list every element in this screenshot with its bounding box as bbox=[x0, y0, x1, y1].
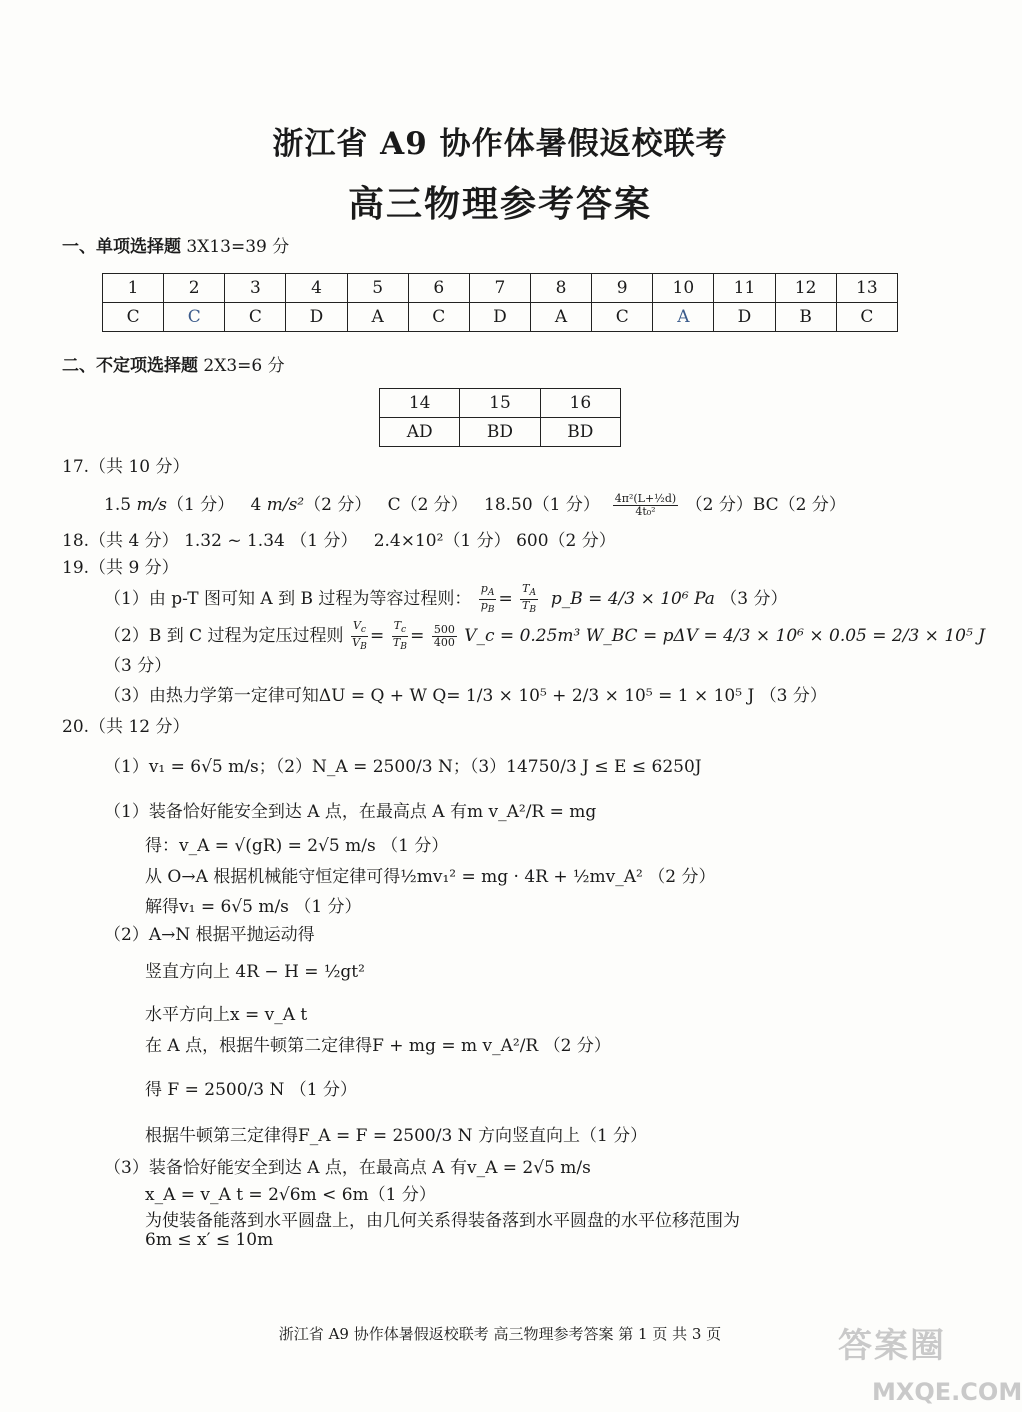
q19-part3: （3）由热力学第一定律可知ΔU = Q + W Q= 1/3 × 10⁵ + 2/3 × 10⁵ = 1 × 10⁵ J （3 分） bbox=[104, 686, 827, 706]
section2-heading: 二、不定项选择题 2X3=6 分 bbox=[62, 356, 285, 376]
answer-cell: 1 bbox=[103, 274, 164, 303]
q20-heading: 20.（共 12 分） bbox=[62, 717, 190, 737]
answer-cell: C bbox=[408, 303, 469, 332]
section1-heading: 一、单项选择题 3X13=39 分 bbox=[62, 237, 290, 257]
q20-p4: 解得v₁ = 6√5 m/s （1 分） bbox=[145, 897, 362, 917]
answer-cell: C bbox=[225, 303, 286, 332]
answer-cell: 9 bbox=[592, 274, 653, 303]
q20-p8: 在 A 点，根据牛顿第二定律得F + mg = m v_A²/R （2 分） bbox=[145, 1036, 611, 1056]
q20-p9: 得 F = 2500/3 N （1 分） bbox=[145, 1080, 357, 1100]
q20-p14: 6m ≤ x′ ≤ 10m bbox=[145, 1230, 274, 1250]
q20-p11: （3）装备恰好能安全到达 A 点，在最高点 A 有v_A = 2√5 m/s bbox=[104, 1158, 591, 1178]
answer-cell: 5 bbox=[347, 274, 408, 303]
q19-part2-score: （3 分） bbox=[104, 656, 172, 676]
q20-p13: 为使装备能落到水平圆盘上，由几何关系得装备落到水平圆盘的水平位移范围为 bbox=[145, 1211, 740, 1231]
answer-cell: C bbox=[836, 303, 897, 332]
answer-cell: 10 bbox=[653, 274, 714, 303]
answer-cell: 7 bbox=[469, 274, 530, 303]
answer-cell: 8 bbox=[530, 274, 591, 303]
answer-cell: A bbox=[653, 303, 714, 332]
document-subtitle: 高三物理参考答案 bbox=[347, 183, 652, 225]
q20-p5: （2）A→N 根据平抛运动得 bbox=[104, 925, 315, 945]
answer-cell: C bbox=[592, 303, 653, 332]
answer-cell: 3 bbox=[225, 274, 286, 303]
answer-cell: 16 bbox=[540, 389, 620, 418]
answer-cell: 6 bbox=[408, 274, 469, 303]
q17-answers: 1.5 m/s（1 分） 4 m/s²（2 分） C（2 分） 18.50（1 分） $\frac{\text{4π²(L+½d)}}{\text{4t₀²}}$ （2 分）BC（2 分） bbox=[104, 492, 846, 518]
q20-p6: 竖直方向上 4R − H = ½gt² bbox=[145, 962, 365, 982]
watermark-url: MXQE.COM bbox=[872, 1378, 1022, 1406]
answer-cell: B bbox=[775, 303, 836, 332]
answer-cell: BD bbox=[540, 418, 620, 447]
answer-cell: 15 bbox=[460, 389, 540, 418]
answer-cell: C bbox=[164, 303, 225, 332]
q20-p12: x_A = v_A t = 2√6m < 6m（1 分） bbox=[145, 1185, 436, 1205]
answer-cell: C bbox=[103, 303, 164, 332]
answer-cell: AD bbox=[380, 418, 460, 447]
q20-p10: 根据牛顿第三定律得F_A = F = 2500/3 N 方向竖直向上（1 分） bbox=[145, 1126, 648, 1146]
answer-cell: 4 bbox=[286, 274, 347, 303]
section1-answer-table bbox=[102, 273, 898, 332]
answer-cell: A bbox=[530, 303, 591, 332]
answer-cell: D bbox=[286, 303, 347, 332]
q20-p2: 得：v_A = √(gR) = 2√5 m/s （1 分） bbox=[145, 836, 449, 856]
answer-cell: A bbox=[347, 303, 408, 332]
q20-p1: （1）装备恰好能安全到达 A 点，在最高点 A 有m v_A²/R = mg bbox=[104, 802, 597, 822]
q20-summary: （1）v₁ = 6√5 m/s；（2）N_A = 2500/3 N；（3）14750/3 J ≤ E ≤ 6250J bbox=[104, 757, 702, 777]
q19-heading: 19.（共 9 分） bbox=[62, 558, 179, 578]
q17-heading: 17.（共 10 分） bbox=[62, 457, 190, 477]
q20-p7: 水平方向上x = v_A t bbox=[145, 1005, 308, 1025]
document-title: 浙江省 A9 协作体暑假返校联考 bbox=[272, 126, 728, 162]
answer-cell: 11 bbox=[714, 274, 775, 303]
answer-cell: 2 bbox=[164, 274, 225, 303]
q17-formula: $\frac{\text{4π²(L+½d)}}{\text{4t₀²}}$ bbox=[614, 492, 677, 518]
watermark-logo: 答案圈 bbox=[838, 1326, 946, 1366]
q19-part1: （1）由 p-T 图可知 A 到 B 过程为等容过程则： $\frac{p_A}{p_B}$ = $\frac{T_A}{T_B}$ p_B = 4/3 × 10⁶ Pa （3 分） bbox=[104, 582, 788, 616]
answer-cell: BD bbox=[460, 418, 540, 447]
answer-cell: 12 bbox=[775, 274, 836, 303]
answer-cell: D bbox=[714, 303, 775, 332]
section2-answer-table bbox=[379, 388, 621, 447]
q18-line: 18.（共 4 分） 1.32 ~ 1.34 （1 分） 2.4×10²（1 分） 600（2 分） bbox=[62, 531, 616, 551]
answer-cell: D bbox=[469, 303, 530, 332]
q19-part2: （2）B 到 C 过程为定压过程则 $\frac{V_c}{V_B}$ = $\frac{T_c}{T_B}$ = 500 400 V_c = 0.25m³ W_BC = pΔV = 4/3 × 10⁶ × 0.05 = 2/3 × 10⁵ J bbox=[104, 619, 985, 653]
page-footer: 浙江省 A9 协作体暑假返校联考 高三物理参考答案 第 1 页 共 3 页 bbox=[278, 1325, 722, 1343]
answer-cell: 14 bbox=[380, 389, 460, 418]
q20-p3: 从 O→A 根据机械能守恒定律可得½mv₁² = mg · 4R + ½mv_A² （2 分） bbox=[145, 867, 716, 887]
answer-cell: 13 bbox=[836, 274, 897, 303]
